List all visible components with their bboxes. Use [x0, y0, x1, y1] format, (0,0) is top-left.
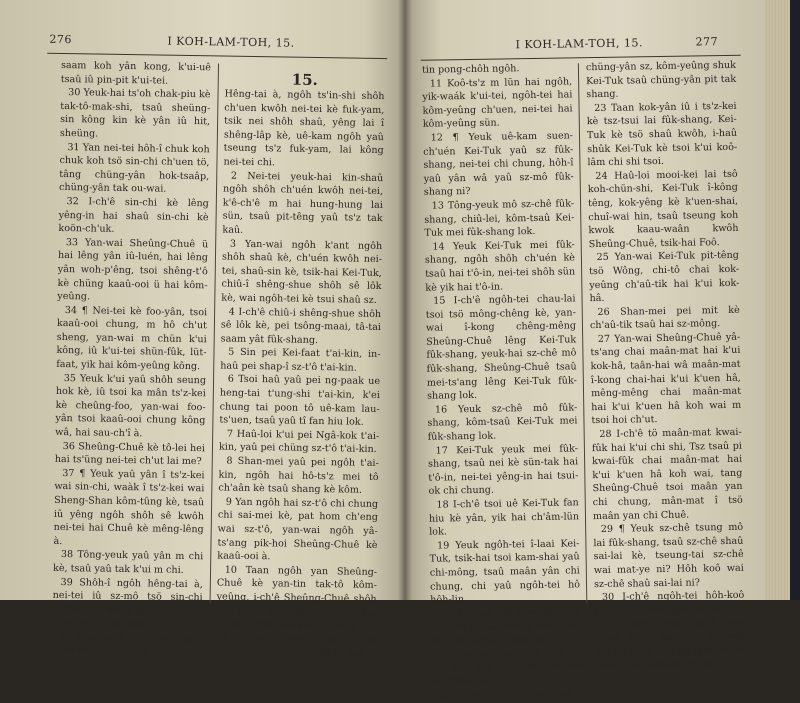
verse: 2 Nei-tei yeuk-hai kin-shaû ngôh shôh ch'uén kwôh nei-tei, k'ê-ch'ê m hai hung-hung lai sün, tsaû pit-têng yaû ts'z tak kaû. — [222, 170, 384, 236]
verse: 8 Shan-mei yaû pei ngôh t'ai-kin, ngôh hai hô-ts'z mei tô ch'aân kè tsaû shang kè kôm. — [218, 455, 379, 496]
verse: Hêng-tai à, ngôh ts'in-shi shôh ch'uen kwôh nei-tei kè fuk-yam, tsik nei shôh shaû, yêng lai î shêng-lâp kè, uê-kam ngôh yaû tseung ts'z fuk-yam, lai kông nei-tei chi. — [223, 88, 385, 169]
right-column-2 — [586, 59, 746, 673]
verse: 10 Taan ngôh yan Sheûng-Chuê kè yan-tin tak-tô kôm-yeûng, i-ch'ê Sheûng-Chuê shôh ts'z kwôh ngôh kè yan-tin m hai t'o-in, ngôh pei-kaau chüng sz-t'ô nei-faat, lô-foô, taan m hai ngôh, hai Sheûng-Chuê kè yan- — [215, 564, 378, 660]
right-page — [405, 0, 765, 701]
verse: 39 Shôh-î ngôh hêng-tai à, nei-tei iû sz-mô tsö sin-chi ch'uén tö, kông pat ch'uê t'ô-t'aam yik m hô tsoi-chi. — [52, 576, 203, 631]
verse: 25 Yan-wai Kei-Tuk pit-têng tsö Wông, chi-tô chai kok-yeûng ch'aû-tik hai k'ui kok-hâ. — [589, 250, 740, 305]
verse: 13 Tông-yeuk mô sz-chê fûk-shang, chiû-lei, kôm-tsaû Kei-Tuk mei fûk-shang lok. — [424, 198, 575, 239]
verse: 33 Yan-wai Sheûng-Chuê ü hai lêng yân iû-luén, hai lêng yân woh-p'êng, tsoi shêng-t'ô kè chüng kaaû-ooi ü hai kôm-yeûng. — [57, 236, 209, 303]
verse: 23 Taan kok-yân iû i ts'z-kei kè tsz-tsui lai fûk-shang, Kei-Tuk kè tsö shaû kwôh, i-haû shûk Kei-Tuk kè tsoi k'ui koô-lâm chi shi tsoi. — [586, 100, 738, 169]
verse: 30 Yeuk-hai ts'oh chak-piu kè tak-tô-mak-shi, tsaû sheüng-sin kông kin kè yân iû hit, sheüng. — [59, 87, 211, 140]
verse: 16 Yeuk sz-chê mô fûk-shang, kôm-tsaû Kei-Tuk mei fûk-shang lok. — [427, 402, 578, 443]
verse: 34 ¶ Nei-tei kè foo-yân, tsoi kaaû-ooi chung, m hô ch'ut sheng, yan-wai m chün k'ui kông, iû k'ui-tei shün-fûk, lüt-faat, yik hai kôm-yeûng kông. — [56, 304, 208, 373]
verse: 35 Yeuk k'ui yaû shôh seung hok kè, iû tsoi ka mân ts'z-kei kè cheûng-foo, yan-wai foo-yân tsoi kaaû-ooi chung kông wâ, hai sau-ch'î à. — [55, 372, 207, 440]
left-header-rule — [47, 53, 387, 59]
verse: 3 Yan-wai ngôh k'ant ngôh shôh shaû kè, ch'uén kwôh nei-tei, shaû-sin kè, tsik-hai Kei-Tuk, chiû-î shêng-shue shôh sê lôk kè, wai ngôh-tei kè tsui shaû sz. — [221, 238, 383, 306]
verse: 4 I-ch'ê chiû-i shêng-shue shôh sê lôk kè, pei tsông-maai, tâ-tai saam yât fûk-shang. — [220, 306, 382, 346]
verse: 37 ¶ Yeuk yaû yân î ts'z-kei wai sin-chi, waàk î ts'z-kei wai Sheng-Shan kôm-tûng kè, tsaû iû yêng ngôh shôh sê kwôh nei-tei hai Chuê kè mêng-lêng à. — [53, 467, 205, 547]
verse: 30 I-ch'ê ngôh-tei hôh-koô sheüng-shi mô ngai-hin ni? — [594, 589, 745, 617]
verse: 36 Sheûng-Chuê kè tô-lei hei hai ts'üng nei-tei ch'ut lai me? — [54, 440, 206, 468]
verse: 38 Tông-yeuk yaû yân m chi kè, tsaû yaû tak k'ui m chi. — [52, 549, 204, 576]
right-running-head: I KOH-LAM-TOH, 15. — [515, 36, 644, 52]
verse: 20 ¶ Taan uê-kam Kei-Tuk hai yaû sz fûk-shang, i-ch'ê tsö fan hiu chê chi shaû kwôh. — [430, 606, 581, 647]
verse: 18 I-ch'ê tsoi uê Kei-Tuk fan hiu kè yân, yik hai ch'âm-lün lok. — [428, 497, 580, 538]
right-column-rule — [578, 63, 587, 603]
verse: 14 Yeuk Kei-Tuk mei fûk-shang, ngôh shôh ch'uén kè tsaû hai t'ô-in, nei-tei shôh sün kè yik hai t'ô-in. — [424, 239, 576, 294]
verse: 32 I-ch'ê sin-chi kè lêng yêng-in hai shaû sin-chi kè koön-ch'uk. — [58, 196, 209, 235]
verse: 6 Tsoi haû yaû pei ng-paak ue heng-tai t'ung-shi t'ai-kin, k'ei chung tai poon tô uê-kam lau-ts'uen, tsaû yaû tî fan hiu lok. — [219, 374, 381, 429]
verse: tin pong-chôh ngôh. — [421, 63, 520, 76]
verse: 19 Yeuk ngôh-tei î-laai Kei-Tuk, tsik-hai tsoi kam-shai yaû chi-mông, tsaû maân yân chi chung, chi yaû ngôh-tei hô hôh-lin. — [429, 538, 581, 606]
verse: 22 Hô-ts'z shuk A-tong tsaû — [439, 687, 574, 701]
book-spine-shadow — [398, 0, 412, 600]
right-column-1 — [422, 61, 582, 702]
verse: 27 Yan-wai Sheûng-Chuê yâ-ts'ang chai maân-mat hai k'ui kok-hâ, taân-hai wâ maân-mat î-kong chai-hai k'ui k'uen hâ, mêng-mêng chai maân-mat hai k'ui k'uen hâ koh wai m tsoi hoi ch'ut. — [590, 331, 742, 427]
verse: 29 ¶ Yeuk sz-chê tsung mô lai fûk-shang, tsaû sz-chê shaû sai-lai kè, tseung-tai sz-chê wai mat-ye ni? Hôh koô wai sz-chê shaû sai-lai ni? — [593, 521, 744, 590]
verse: 15 I-ch'ê ngôh-tei chau-lai tsoi tsö mông-chêng kè, yan-wai î-kong chêng-mêng Sheûng-Chuê lêng Kei-Tuk fûk-shang, yeuk-hai sz-chê mô fûk-shang, Sheûng-Chuê tsaû mei-ts'ang lêng Kei-Tuk fûk-shang lok. — [425, 293, 577, 402]
verse: 11 Koô-ts'z m lün hai ngôh, yik-waák k'ui-tei, ngôh-tei hai kôm-yeûng ch'uen, nei-tei hai kôm-yeûng sün. — [422, 75, 573, 131]
left-running-head: I KOH-LAM-TOH, 15. — [167, 34, 295, 50]
left-page-number: 276 — [49, 32, 72, 47]
left-column-1 — [52, 59, 211, 659]
verse: 40 Faan sz iû hôp-î uê-k'âp î-chuê ts'z-tsuî lai tsö. — [51, 630, 203, 657]
left-column-2 — [216, 70, 385, 661]
verse: 28 I-ch'ê tö maân-mat kwai-fûk hai k'ui chi shi, Tsz tsaû pi kwai-fûk chai maân-mat hai k'ui k'uen hâ koh wai, tang Sheûng-Chuê tsoi maân yan chi chung, mân-mat î tsö maân yan chi Chuê. — [591, 426, 743, 522]
chapter-number: 15. — [291, 70, 318, 90]
verse: 7 Haû-loi k'ui pei Ngâ-kok t'ai-kin, yaû pei chüng sz-t'ô t'ai-kin. — [218, 428, 380, 456]
left-page — [0, 0, 405, 660]
verse: 21 Kei yan yan tsaû yaû sz, yik yan yân tsaû yaû sz-chê chi fûk-shang. — [431, 646, 582, 688]
verse: 31 Ngôh k'aat ngôh tsoi Chuê Yê-So Kei-Tuk, yan-wai nei-tei ngôh yaû kè faai-lôk lai shai, ngôh yât-yât mô-sz. — [594, 617, 746, 672]
verse: 12 ¶ Yeuk uê-kam suen-ch'uén Kei-Tuk yaû sz fûk-shang, nei-tei chi chung, hôh-î yaû yân wâ yaû sz-mô fûk-shang ni? — [423, 130, 574, 199]
right-page-number: 277 — [695, 35, 719, 49]
verse: chüng-yân sz, kôm-yeûng shuk Kei-Tuk tsaû chüng-yân pit tak shang. — [585, 59, 737, 101]
verse: 9 Yan ngôh hai sz-t'ô chi chung chi sai-mei kè, pat hom ch'eng wai sz-t'ô, yan-wai ngôh yâ-ts'ang pik-hoi Sheûng-Chuê kè kaaû-ooi à. — [217, 496, 379, 563]
verse: 17 Kei-Tuk yeuk mei fûk-shang, tsaû nei kè sün-tak hai t'ô-in, nei-tei yêng-in hai tsui-ok chi chung. — [428, 442, 579, 498]
verse: 26 Shan-mei pei mit kè ch'aû-tik tsaû hai sz-mông. — [589, 304, 740, 332]
verse: saam koh yân kong, k'ui-uê tsaû iû pin-pit k'ui-tei. — [60, 59, 212, 87]
verse: 31 Yan nei-tei hôh-î chuk koh chuk koh tsö sin-chi ch'uen tö, tâng chüng-yân hok-tsaâp, chüng-yân tak ou-wai. — [58, 141, 210, 195]
verse: 24 Haû-loi mooi-kei lai tsô koh-chün-shi, Kei-Tuk î-kông têng, kok-yêng kè k'uen-shai, chuî-wai hin, tsaû tseung koh kwok kaau-waân kwôh Sheûng-Chuê, tsik-hai Foô. — [587, 168, 739, 250]
verse: 5 Sin pei Kei-faat t'ai-kin, in-haû pei shap-î sz-t'ô t'ai-kin. — [220, 346, 381, 374]
book-cover-edge — [790, 0, 800, 600]
